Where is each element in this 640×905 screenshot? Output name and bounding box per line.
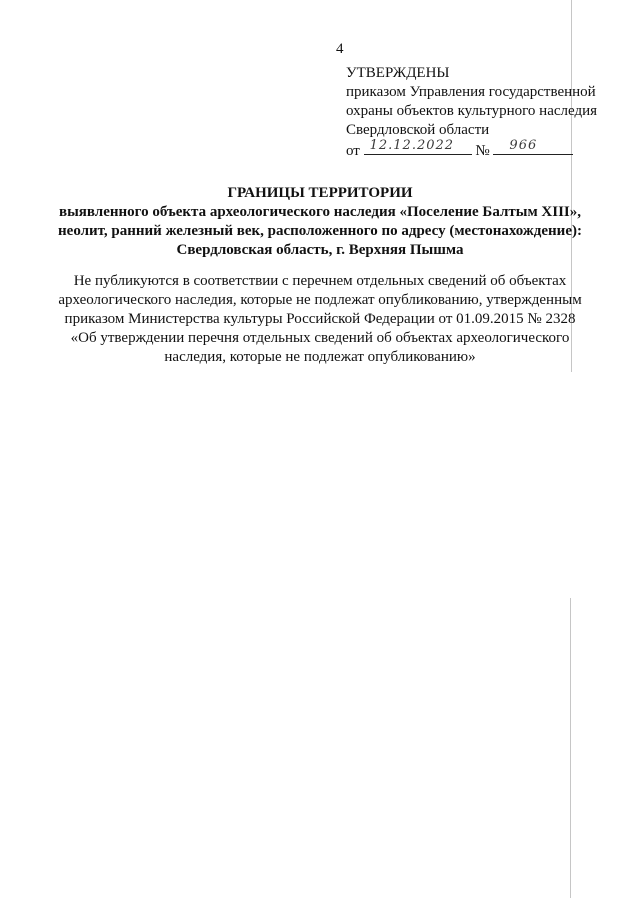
notice-line: приказом Министерства культуры Российской Федерации от 01.09.2015 № 2328 <box>64 311 576 327</box>
title-line: ГРАНИЦЫ ТЕРРИТОРИИ <box>227 185 413 201</box>
notice-line: Не публикуются в соответствии с перечнем отдельных сведений об объектах <box>73 273 567 289</box>
page-number: 4 <box>336 41 344 57</box>
title-line: выявленного объекта археологического наследия «Поселение Балтым XIII», <box>58 204 582 220</box>
number-label: № <box>475 143 490 159</box>
handwritten-date: 12.12.2022 <box>369 138 455 153</box>
approval-line: охраны объектов культурного наследия <box>346 103 598 119</box>
number-blank <box>493 140 573 155</box>
approval-block <box>346 64 616 161</box>
scan-artifact-line <box>570 598 571 898</box>
notice-line: наследия, которые не подлежат опубликованию» <box>164 349 476 365</box>
approval-heading: УТВЕРЖДЕНЫ <box>346 65 450 81</box>
notice-line: археологического наследия, которые не подлежат опубликованию, утвержденным <box>58 292 582 308</box>
title-line: Свердловская область, г. Верхняя Пышма <box>176 242 464 258</box>
notice-line: «Об утверждении перечня отдельных сведений об объектах археологического <box>70 330 570 346</box>
approval-line: Свердловской области <box>346 122 490 138</box>
date-blank <box>364 140 472 155</box>
approval-date-line <box>346 140 616 161</box>
document-title <box>40 184 600 260</box>
notice-paragraph <box>40 272 600 367</box>
title-line: неолит, ранний железный век, расположенного по адресу (местонахождение): <box>58 223 582 239</box>
approval-line: приказом Управления государственной <box>346 84 596 100</box>
handwritten-number: 966 <box>509 138 538 153</box>
date-prefix: от <box>346 143 360 159</box>
